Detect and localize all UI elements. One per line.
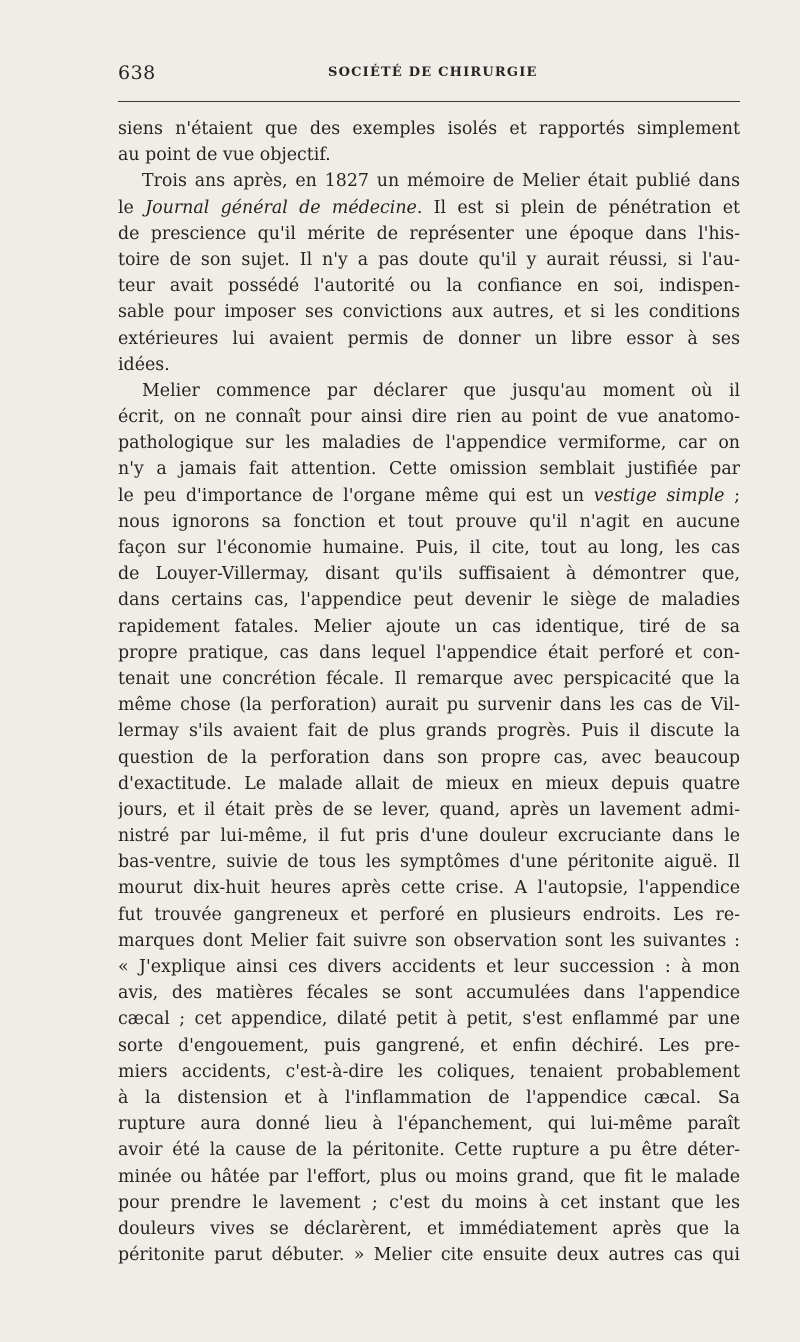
text-line: miers accidents, c'est-à-dire les coliques, tenaient probablement — [118, 1061, 740, 1082]
text-line: nistré par lui-même, il fut pris d'une douleur excruciante dans le — [118, 826, 740, 847]
text-line: de Louyer-Villermay, disant qu'ils suffisaient à démontrer que, — [118, 564, 740, 585]
text-line: tenait une concrétion fécale. Il remarque avec perspicacité que la — [118, 668, 740, 689]
text-line: douleurs vives se déclarèrent, et immédiatement après que la — [118, 1218, 740, 1239]
text-line: même chose (la perforation) aurait pu survenir dans les cas de Vil- — [118, 695, 740, 716]
text-line: Trois ans après, en 1827 un mémoire de Melier était publié dans — [142, 171, 740, 192]
text-line: jours, et il était près de se lever, quand, après un lavement admi- — [118, 799, 740, 820]
text-line: d'exactitude. Le malade allait de mieux en mieux depuis quatre — [118, 773, 740, 794]
text-line: le peu d'importance de l'organe même qui est un vestige simple ; — [118, 485, 740, 506]
text-line: bas-ventre, suivie de tous les symptômes d'une péritonite aiguë. Il — [118, 852, 740, 873]
text-line: mourut dix-huit heures après cette crise. A l'autopsie, l'appendice — [118, 878, 740, 899]
text-line: dans certains cas, l'appendice peut devenir le siège de maladies — [118, 590, 740, 611]
text-line: sable pour imposer ses convictions aux autres, et si les conditions — [118, 302, 740, 323]
text-line: idées. — [118, 354, 170, 375]
text-line: péritonite parut débuter. » Melier cite ensuite deux autres cas qui — [118, 1245, 740, 1266]
text-line: nous ignorons sa fonction et tout prouve qu'il n'agit en aucune — [118, 511, 740, 532]
text-line: toire de son sujet. Il n'y a pas doute qu'il y aurait réussi, si l'au- — [118, 249, 740, 270]
text-line: façon sur l'économie humaine. Puis, il cite, tout au long, les cas — [118, 538, 740, 558]
text-line: cæcal ; cet appendice, dilaté petit à petit, s'est enflammé par une — [118, 1009, 740, 1030]
page-header — [118, 62, 740, 84]
page-number: 638 — [118, 62, 156, 84]
text-line: minée ou hâtée par l'effort, plus ou moins grand, que fit le malade — [118, 1166, 740, 1187]
text-line: « J'explique ainsi ces divers accidents et leur succession : à mon — [118, 957, 740, 977]
text-line: Melier commence par déclarer que jusqu'au moment où il — [142, 380, 740, 401]
text-line: siens n'étaient que des exemples isolés et rapportés simplement — [118, 119, 740, 139]
text-line: n'y a jamais fait attention. Cette omission semblait justifiée par — [118, 459, 740, 480]
text-line: avis, des matières fécales se sont accumulées dans l'appendice — [118, 983, 740, 1004]
text-line: le Journal général de médecine. Il est si plein de pénétration et — [118, 197, 740, 218]
body-text — [118, 116, 740, 1268]
text-line: rapidement fatales. Melier ajoute un cas identique, tiré de sa — [118, 616, 740, 637]
text-line: rupture aura donné lieu à l'épanchement, qui lui-même paraît — [118, 1114, 740, 1135]
text-line: pour prendre le lavement ; c'est du moins à cet instant que les — [118, 1192, 740, 1213]
text-line: à la distension et à l'inflammation de l'appendice cæcal. Sa — [118, 1087, 740, 1108]
header-rule — [118, 101, 740, 102]
text-line: sorte d'engouement, puis gangrené, et enfin déchiré. Les pre- — [118, 1035, 740, 1056]
text-line: marques dont Melier fait suivre son observation sont les suivantes : — [118, 930, 740, 951]
running-title: SOCIÉTÉ DE CHIRURGIE — [328, 65, 538, 80]
text-line: fut trouvée gangreneux et perforé en plusieurs endroits. Les re- — [118, 904, 740, 925]
text-line: propre pratique, cas dans lequel l'appendice était perforé et con- — [118, 642, 740, 663]
text-line: écrit, on ne connaît pour ainsi dire rien au point de vue anatomo- — [118, 407, 740, 428]
text-line: extérieures lui avaient permis de donner un libre essor à ses — [118, 328, 740, 349]
italic-phrase: vestige simple — [593, 485, 725, 506]
text-line: au point de vue objectif. — [118, 145, 331, 166]
text-line: teur avait possédé l'autorité ou la confiance en soi, indispen- — [118, 276, 740, 297]
italic-phrase: Journal général de médecine — [145, 197, 417, 218]
text-line: de prescience qu'il mérite de représenter une époque dans l'his- — [118, 223, 740, 244]
text-line: avoir été la cause de la péritonite. Cette rupture a pu être déter- — [118, 1140, 740, 1161]
text-line: lermay s'ils avaient fait de plus grands progrès. Puis il discute la — [118, 721, 740, 742]
text-line: pathologique sur les maladies de l'appendice vermiforme, car on — [118, 433, 740, 454]
text-line: question de la perforation dans son propre cas, avec beaucoup — [118, 747, 740, 768]
